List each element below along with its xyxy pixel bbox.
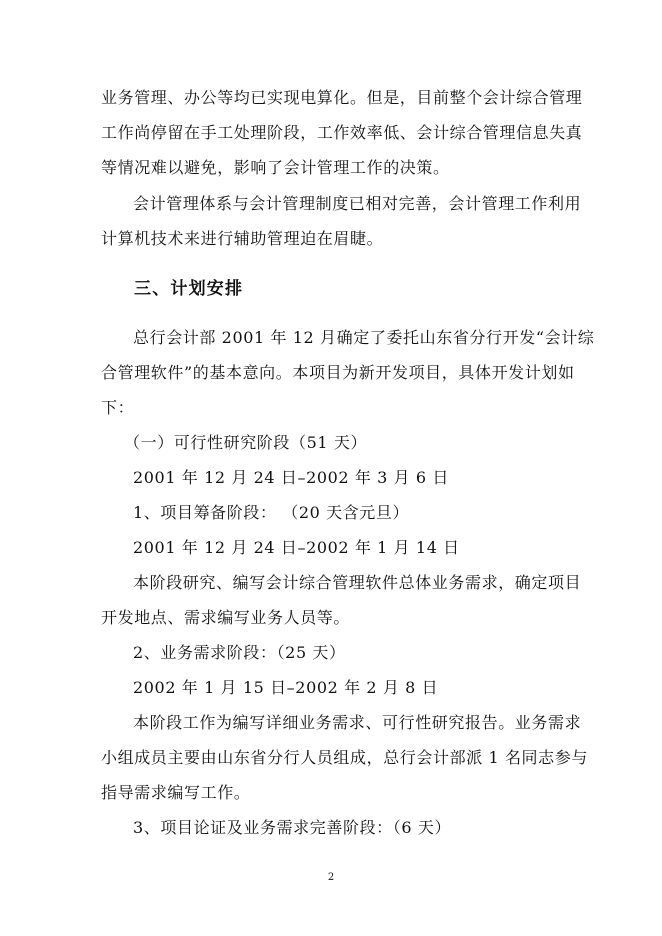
paragraph-line: 会计管理体系与会计管理制度已相对完善，会计管理工作利用 [133, 194, 582, 213]
date-range: 2001 年 12 月 24 日–2002 年 1 月 14 日 [133, 538, 460, 557]
paragraph-line: 本阶段工作为编写详细业务需求、可行性研究报告。业务需求 [133, 713, 582, 732]
date-range: 2001 年 12 月 24 日–2002 年 3 月 6 日 [133, 468, 449, 487]
paragraph-line: 下： [101, 398, 135, 417]
paragraph-line: 工作尚停留在手工处理阶段，工作效率低、会计综合管理信息失真 [101, 123, 583, 142]
paragraph-line: 业务管理、办公等均已实现电算化。但是，目前整个会计综合管理 [101, 88, 583, 107]
item-title: 2、业务需求阶段：（25 天） [133, 643, 346, 662]
item-title: 1、项目筹备阶段： （20 天含元旦） [133, 503, 410, 522]
paragraph-line: 总行会计部 2001 年 12 月确定了委托山东省分行开发“会计综 [133, 328, 595, 347]
paragraph-line: 等情况难以避免，影响了会计管理工作的决策。 [101, 158, 450, 177]
paragraph-line: 计算机技术来进行辅助管理迫在眉睫。 [101, 229, 384, 248]
page-number: 2 [327, 872, 335, 883]
paragraph-line: 小组成员主要由山东省分行人员组成，总行会计部派 1 名同志参与 [101, 748, 588, 767]
date-range: 2002 年 1 月 15 日–2002 年 2 月 8 日 [133, 678, 439, 697]
item-title: 3、项目论证及业务需求完善阶段：（6 天） [133, 818, 452, 837]
paragraph-line: 指导需求编写工作。 [101, 783, 251, 802]
paragraph-line: 本阶段研究、编写会计综合管理软件总体业务需求，确定项目 [133, 573, 582, 592]
paragraph-line: 合管理软件”的基本意向。本项目为新开发项目，具体开发计划如 [101, 363, 575, 382]
section-heading: 三、计划安排 [134, 279, 244, 299]
paragraph-line: 开发地点、需求编写业务人员等。 [101, 608, 351, 627]
subsection-title: （一）可行性研究阶段（51 天） [124, 433, 368, 452]
